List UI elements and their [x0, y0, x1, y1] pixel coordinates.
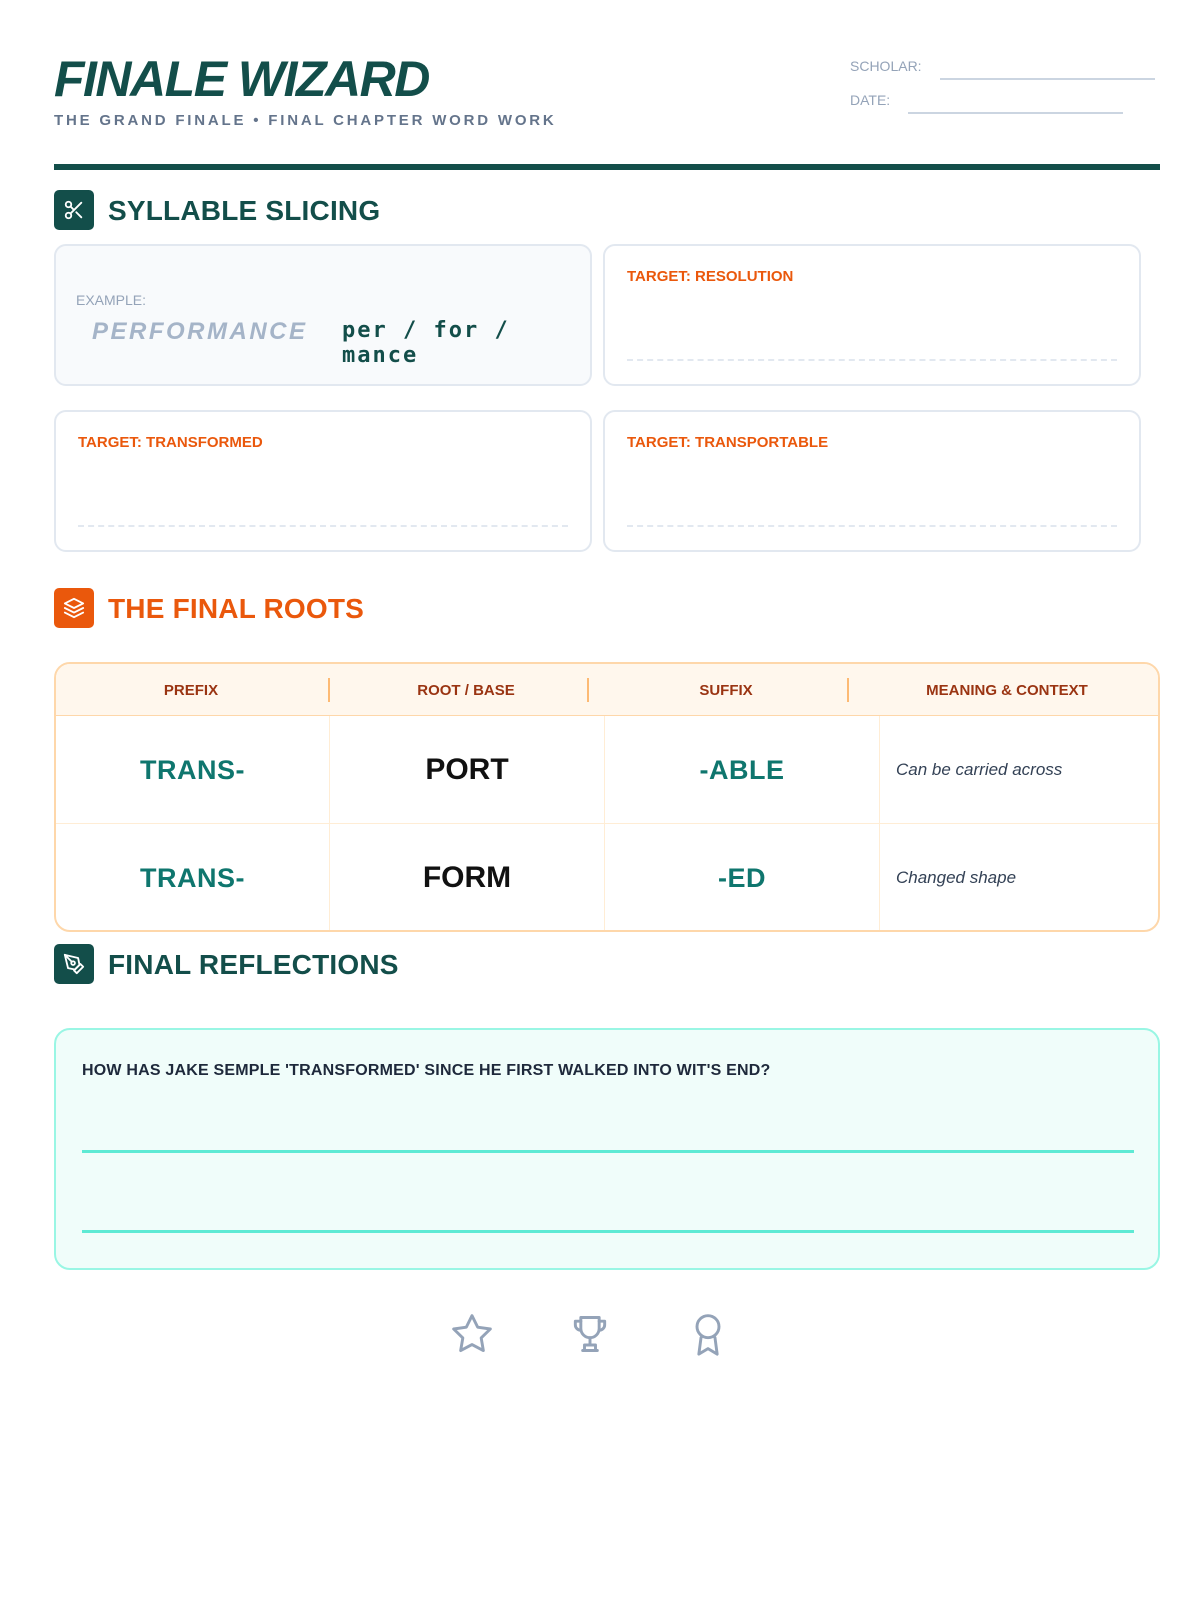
roots-table-header: [56, 664, 1158, 716]
worksheet-subtitle: THE GRAND FINALE • FINAL CHAPTER WORD WORK: [54, 112, 557, 129]
scholar-field[interactable]: [850, 56, 1160, 90]
syllable-section-header: [54, 190, 754, 230]
root-cell: FORM: [330, 824, 605, 932]
pen-nib-icon: [54, 944, 94, 984]
scholar-line[interactable]: [940, 78, 1155, 80]
reflections-section-header: [54, 944, 754, 984]
meaning-cell: Changed shape: [896, 868, 1017, 887]
student-meta: [850, 56, 1160, 124]
table-row: [56, 824, 1158, 932]
roots-section-header: [54, 588, 754, 628]
prefix-cell: TRANS-: [56, 824, 330, 932]
date-line[interactable]: [908, 112, 1123, 114]
example-card: [54, 244, 592, 386]
prefix-cell: TRANS-: [56, 716, 330, 824]
table-row: [56, 716, 1158, 824]
target-label: TARGET: TRANSPORTABLE: [627, 434, 829, 451]
reflection-box: [54, 1028, 1160, 1270]
scissors-icon: [54, 190, 94, 230]
example-label: EXAMPLE:: [76, 292, 147, 308]
target-card-transportable: [603, 410, 1141, 552]
root-cell: PORT: [330, 716, 605, 824]
example-word: PERFORMANCE: [92, 318, 308, 345]
header-divider: [328, 678, 330, 702]
roots-section-title: THE FINAL ROOTS: [108, 593, 365, 624]
target-card-resolution: [603, 244, 1141, 386]
target-label: TARGET: TRANSFORMED: [78, 434, 263, 451]
header-divider: [587, 678, 589, 702]
example-split: per / for / mance: [342, 318, 510, 368]
date-label: DATE:: [850, 92, 891, 108]
scholar-label: SCHOLAR:: [850, 58, 922, 74]
star-icon: [450, 1312, 494, 1356]
target-label: TARGET: RESOLUTION: [627, 268, 794, 285]
column-header-root: ROOT / BASE: [417, 681, 515, 699]
answer-line[interactable]: [82, 1230, 1134, 1233]
award-icon: [686, 1312, 730, 1356]
answer-line[interactable]: [627, 359, 1117, 361]
column-header-meaning: MEANING & CONTEXT: [926, 681, 1088, 699]
roots-table: [54, 662, 1160, 932]
suffix-cell: -ABLE: [605, 716, 880, 824]
header-divider: [54, 164, 1160, 170]
worksheet-title: FINALE WIZARD: [54, 51, 429, 107]
column-header-suffix: SUFFIX: [699, 681, 753, 699]
suffix-cell: -ED: [605, 824, 880, 932]
answer-line[interactable]: [627, 525, 1117, 527]
header-divider: [847, 678, 849, 702]
column-header-prefix: PREFIX: [163, 681, 219, 699]
answer-line[interactable]: [78, 525, 568, 527]
date-field[interactable]: [850, 90, 1160, 124]
worksheet-page: [54, 0, 1160, 1600]
trophy-icon: [568, 1312, 612, 1356]
reflections-section-title: FINAL REFLECTIONS: [108, 949, 399, 980]
meaning-cell: Can be carried across: [896, 760, 1063, 779]
layers-icon: [54, 588, 94, 628]
target-card-transformed: [54, 410, 592, 552]
answer-line[interactable]: [82, 1150, 1134, 1153]
reflection-question: HOW HAS JAKE SEMPLE 'TRANSFORMED' SINCE HE FIRST WALKED INTO WIT'S END?: [82, 1062, 771, 1079]
syllable-section-title: SYLLABLE SLICING: [108, 195, 381, 226]
worksheet-header: [54, 50, 1160, 170]
footer-icons: [54, 1312, 1160, 1362]
